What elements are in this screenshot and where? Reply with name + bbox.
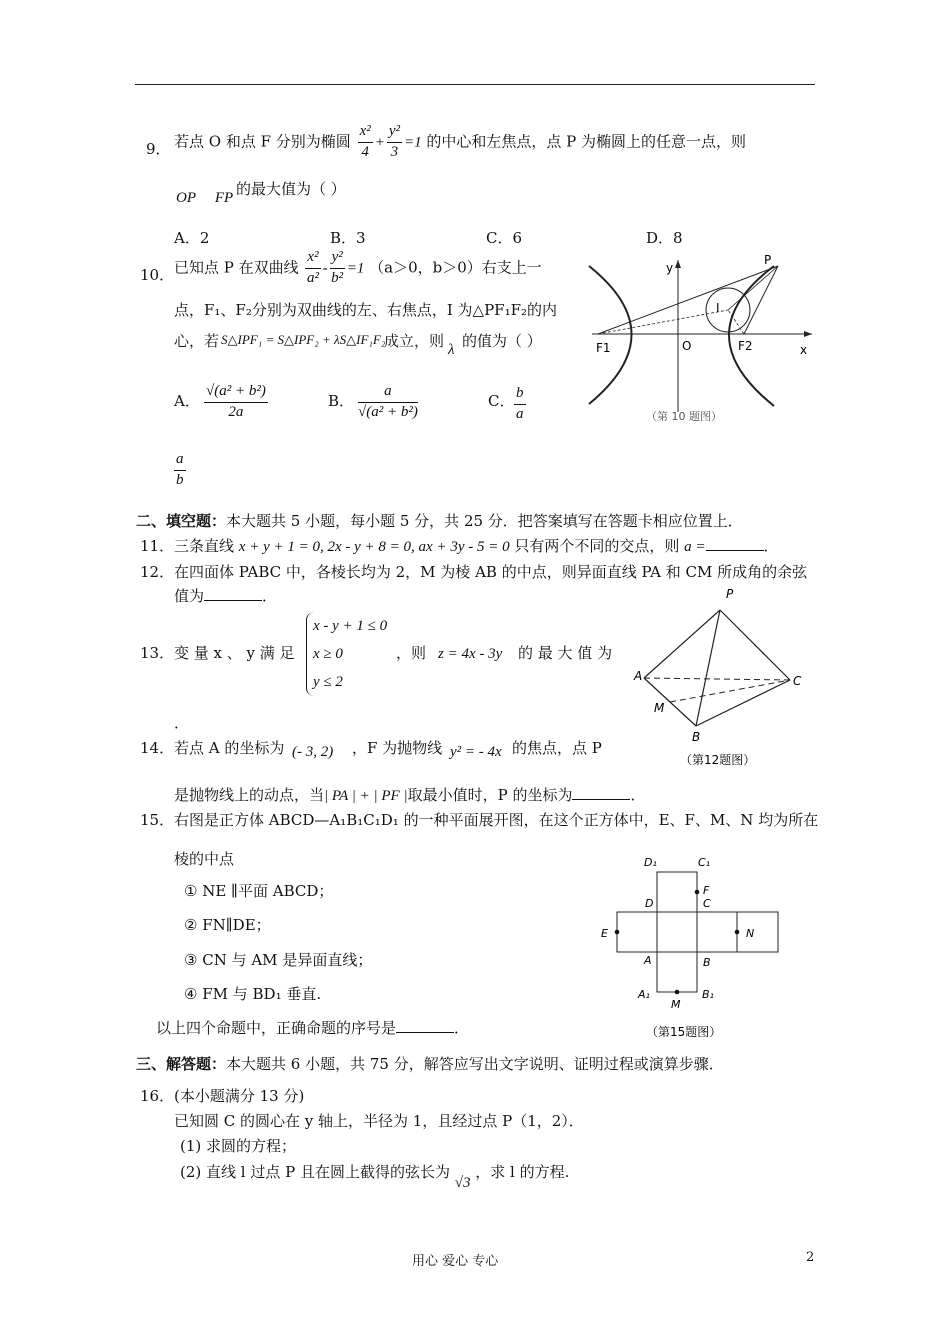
q10-option-a-label: A． — [174, 392, 200, 410]
page-number: 2 — [806, 1250, 815, 1265]
q10-x-num: x² — [305, 250, 320, 269]
q11-line — [174, 535, 779, 556]
point-n — [735, 930, 740, 935]
q9-x-num: x² — [358, 124, 373, 143]
section3-title: 三、解答题： — [136, 1055, 227, 1073]
q13-pre: 变 量 x 、 y 满 足 — [174, 644, 295, 662]
q10-option-b-frac — [358, 384, 418, 421]
q9-option-c: C．6 — [486, 229, 523, 247]
q10-line1 — [174, 250, 542, 287]
q9-option-d: D．8 — [646, 229, 683, 247]
edge-bc — [696, 680, 790, 726]
q10-option-c-num: b — [514, 386, 526, 405]
q16-score: (本小题满分 13 分) — [174, 1087, 305, 1105]
segment-cm-hidden — [670, 680, 790, 702]
net-face-left — [617, 912, 657, 952]
q9-option-b: B．3 — [330, 229, 366, 247]
q15-cube-net-figure — [596, 848, 786, 1044]
q14-answer-blank[interactable] — [572, 785, 630, 800]
q10-option-c-frac — [514, 386, 526, 423]
q11-number: 11． — [140, 537, 175, 555]
net-face-bottom — [657, 952, 697, 992]
q16-part2-pre: (2) 直线 l 过点 P 且在圆上截得的弦长为 — [180, 1163, 450, 1181]
q15-item-1: ① NE ∥平面 ABCD； — [184, 882, 334, 900]
fig15-label-m: M — [671, 998, 681, 1011]
q13-constraints — [306, 612, 387, 696]
y-axis-arrow-icon — [675, 260, 681, 268]
q11-equations: x + y + 1 = 0, 2x - y + 8 = 0, ax + 3y - 5 = 0 — [238, 539, 510, 555]
q10-option-b-num: a — [358, 384, 418, 403]
q10-number: 10． — [140, 266, 175, 284]
section2-text: 本大题共 5 小题，每小题 5 分，共 25 分．把答案填写在答题卡相应位置上． — [226, 512, 743, 530]
q9-y-den: 3 — [390, 143, 399, 160]
fig10-label-o: O — [682, 339, 692, 353]
q14-post: 的焦点，点 P — [512, 739, 602, 757]
q10-x-den: a² — [307, 269, 319, 286]
q10-option-a — [202, 384, 270, 421]
q10-frac-x — [305, 250, 320, 287]
header-rule — [135, 84, 815, 85]
q10-option-b-den: √(a² + b²) — [358, 403, 418, 420]
q9-post: 的中心和左焦点，点 P 为椭圆上的任意一点，则 — [426, 132, 747, 151]
point-e — [615, 930, 620, 935]
fig15-label-b: B — [703, 956, 711, 969]
q16-sqrt3: √3 — [454, 1175, 471, 1191]
q10-lambda: λ — [448, 342, 455, 358]
q12-number: 12． — [140, 563, 175, 581]
q15-number: 15． — [140, 811, 175, 829]
fig12-label-a: A — [634, 669, 643, 683]
fig15-label-c1: C₁ — [698, 856, 711, 869]
fig12-label-b: B — [692, 730, 701, 744]
q10-post: （a＞0，b＞0）右支上一 — [369, 258, 542, 277]
fig15-label-e: E — [601, 927, 608, 940]
fig15-label-d: D — [645, 897, 654, 910]
fig15-label-d1: D₁ — [644, 856, 657, 869]
q9-y-num: y² — [387, 124, 402, 143]
q15-end: ． — [454, 1019, 470, 1037]
segment-ip — [728, 266, 778, 310]
q11-end: ． — [763, 537, 779, 555]
q16-part1: (1) 求圆的方程； — [180, 1137, 297, 1155]
fig10-label-f2: F2 — [738, 339, 753, 353]
q10-line3-end: 的值为（ ） — [462, 332, 542, 350]
q15-line1: 右图是正方体 ABCD—A₁B₁C₁D₁ 的一种平面展开图，在这个正方体中，E、F、M、N 均为所在 — [174, 811, 819, 829]
fig10-caption: （第 10 题图） — [646, 410, 722, 423]
q10-option-a-den: 2a — [228, 403, 244, 420]
q14-abs-expr: | PA | + | PF | — [324, 788, 408, 804]
fig12-label-c: C — [793, 674, 802, 688]
q15-item-2: ② FN∥DE； — [184, 916, 271, 934]
q12-line2-text: 值为 — [174, 587, 205, 605]
edge-pc — [720, 610, 790, 680]
section2-title: 二、填空题： — [136, 512, 227, 530]
q14-coordinate: (- 3, 2) — [292, 744, 334, 760]
q16-part2-post: ，求 l 的方程. — [475, 1163, 570, 1181]
q10-option-c — [512, 386, 528, 423]
q15-item-4: ④ FM 与 BD₁ 垂直. — [184, 985, 322, 1003]
q10-option-a-num: √(a² + b²) — [204, 384, 268, 403]
q14-line2-pre: 是抛物线上的动点，当 — [174, 786, 325, 804]
page-footer: 用心 爱心 专心 — [412, 1254, 499, 1269]
net-face-center — [657, 912, 697, 952]
fig10-label-x: x — [800, 343, 808, 357]
section3 — [136, 1053, 724, 1074]
q10-option-b — [356, 384, 420, 421]
fig12-label-p: P — [726, 587, 734, 601]
q9-eq: =1 — [404, 134, 422, 151]
q13-post: 的 最 大 值 为 — [518, 644, 613, 662]
q12-line2 — [174, 585, 277, 606]
q10-option-d-den: b — [176, 471, 184, 488]
section2 — [136, 510, 743, 531]
q15-answer-blank[interactable] — [396, 1018, 454, 1033]
q9-dot-expr: OP ⃞ FP — [176, 190, 234, 206]
fig10-label-f1: F1 — [596, 341, 611, 355]
point-f — [695, 890, 700, 895]
q10-option-b-label: B． — [328, 392, 355, 410]
net-face-far-right — [737, 912, 778, 952]
q10-option-d — [172, 452, 188, 489]
edge-pb — [696, 610, 720, 726]
q9-frac-x — [358, 124, 373, 161]
q12-end: ． — [262, 587, 278, 605]
q10-option-d-num: a — [174, 452, 186, 471]
fig10-label-i: I — [716, 301, 720, 315]
q10-option-c-label: C． — [488, 392, 515, 410]
q14-line2 — [174, 784, 645, 805]
fig10-label-y: y — [666, 261, 674, 275]
fig15-label-b1: B₁ — [702, 988, 714, 1001]
section3-text: 本大题共 6 小题，共 75 分，解答应写出文字说明、证明过程或演算步骤． — [226, 1055, 724, 1073]
q9-plus: + — [374, 134, 385, 151]
q9-number: 9． — [146, 140, 171, 158]
q15-final-pre: 以上四个命题中，正确命题的序号是 — [156, 1019, 397, 1037]
q15-final — [156, 1017, 469, 1038]
q10-line3-post: 成立，则 — [384, 332, 445, 350]
q14-parabola: y² = - 4x — [450, 744, 502, 760]
q10-eq: =1 — [346, 260, 365, 277]
q10-minus: - — [322, 260, 328, 277]
q12-line1: 在四面体 PABC 中，各棱长均为 2，M 为棱 AB 的中点，则异面直线 PA 和 CM 所成角的余弦 — [174, 563, 808, 581]
q16-number: 16． — [140, 1087, 175, 1105]
q11-post: 只有两个不同的交点，则 — [514, 537, 680, 555]
q10-option-c-den: a — [516, 405, 524, 422]
q16-part2 — [180, 1161, 570, 1191]
q10-hyperbola-figure — [584, 252, 820, 424]
q11-pre: 三条直线 — [174, 537, 235, 555]
q13-end: ． — [174, 714, 190, 732]
fig12-label-m: M — [654, 701, 665, 715]
net-face-top — [657, 872, 697, 912]
q10-pre: 已知点 P 在双曲线 — [174, 258, 299, 277]
q9-line1 — [174, 124, 746, 161]
q9-frac-y — [387, 124, 402, 161]
fig15-label-a: A — [644, 954, 652, 967]
fig15-label-n: N — [746, 927, 755, 940]
q10-frac-y — [330, 250, 345, 287]
q13-constraint-2: x ≥ 0 — [313, 646, 343, 662]
q9-pre: 若点 O 和点 F 分别为椭圆 — [174, 132, 351, 151]
fig15-label-a1: A₁ — [638, 988, 650, 1001]
q15-line2: 棱的中点 — [174, 850, 235, 868]
q13-mid: ，则 — [396, 644, 427, 662]
x-axis-arrow-icon — [804, 331, 812, 337]
fig10-label-p: P — [764, 253, 772, 267]
q10-s-expr: S△IPF₁ = S△IPF₂ + λS△IF₁F₂ — [221, 332, 386, 347]
q12-tetrahedron-figure — [630, 584, 810, 770]
q13-number: 13． — [140, 644, 175, 662]
q9-x-den: 4 — [361, 143, 369, 160]
segment-pf1 — [598, 266, 778, 334]
q12-answer-blank[interactable] — [204, 586, 262, 601]
fig15-label-f: F — [703, 884, 710, 897]
q11-answer-blank[interactable] — [706, 536, 764, 551]
q13-objective: z = 4x - 3y — [438, 646, 503, 662]
fig15-caption: （第15题图） — [646, 1025, 722, 1039]
fig15-label-c: C — [703, 897, 711, 910]
q14-line2-mid: 取最小值时，P 的坐标为 — [407, 786, 573, 804]
q14-pre: 若点 A 的坐标为 — [174, 739, 285, 757]
segment-if1 — [598, 310, 728, 334]
q14-mid: ，F 为抛物线 — [352, 739, 443, 757]
q10-y-den: b² — [331, 269, 344, 286]
q10-option-a-frac — [204, 384, 268, 421]
net-face-right — [697, 912, 737, 952]
q10-option-d-frac — [174, 452, 186, 489]
edge-ac-hidden — [644, 678, 790, 680]
q15-item-3: ③ CN 与 AM 是异面直线； — [184, 951, 373, 969]
q16-line1: 已知圆 C 的圆心在 y 轴上，半径为 1，且经过点 P（1，2）． — [174, 1112, 584, 1130]
q14-end: ． — [630, 786, 646, 804]
q13-brace — [306, 612, 387, 696]
q10-line3-pre: 心，若 — [174, 332, 220, 350]
q10-line2: 点，F₁、F₂分别为双曲线的左、右焦点，I 为△PF₁F₂的内 — [174, 301, 558, 319]
fig12-caption: （第12题图） — [680, 753, 756, 767]
q9-option-a: A．2 — [174, 229, 210, 247]
hyperbola-left-branch — [589, 266, 632, 404]
q13-constraint-1: x - y + 1 ≤ 0 — [313, 618, 388, 634]
q11-a-eq: a = — [684, 539, 706, 555]
q9-line2: 的最大值为（ ） — [236, 180, 346, 198]
q10-y-num: y² — [330, 250, 345, 269]
q13-constraint-3: y ≤ 2 — [313, 674, 343, 690]
q14-number: 14． — [140, 739, 175, 757]
point-m — [675, 990, 680, 995]
